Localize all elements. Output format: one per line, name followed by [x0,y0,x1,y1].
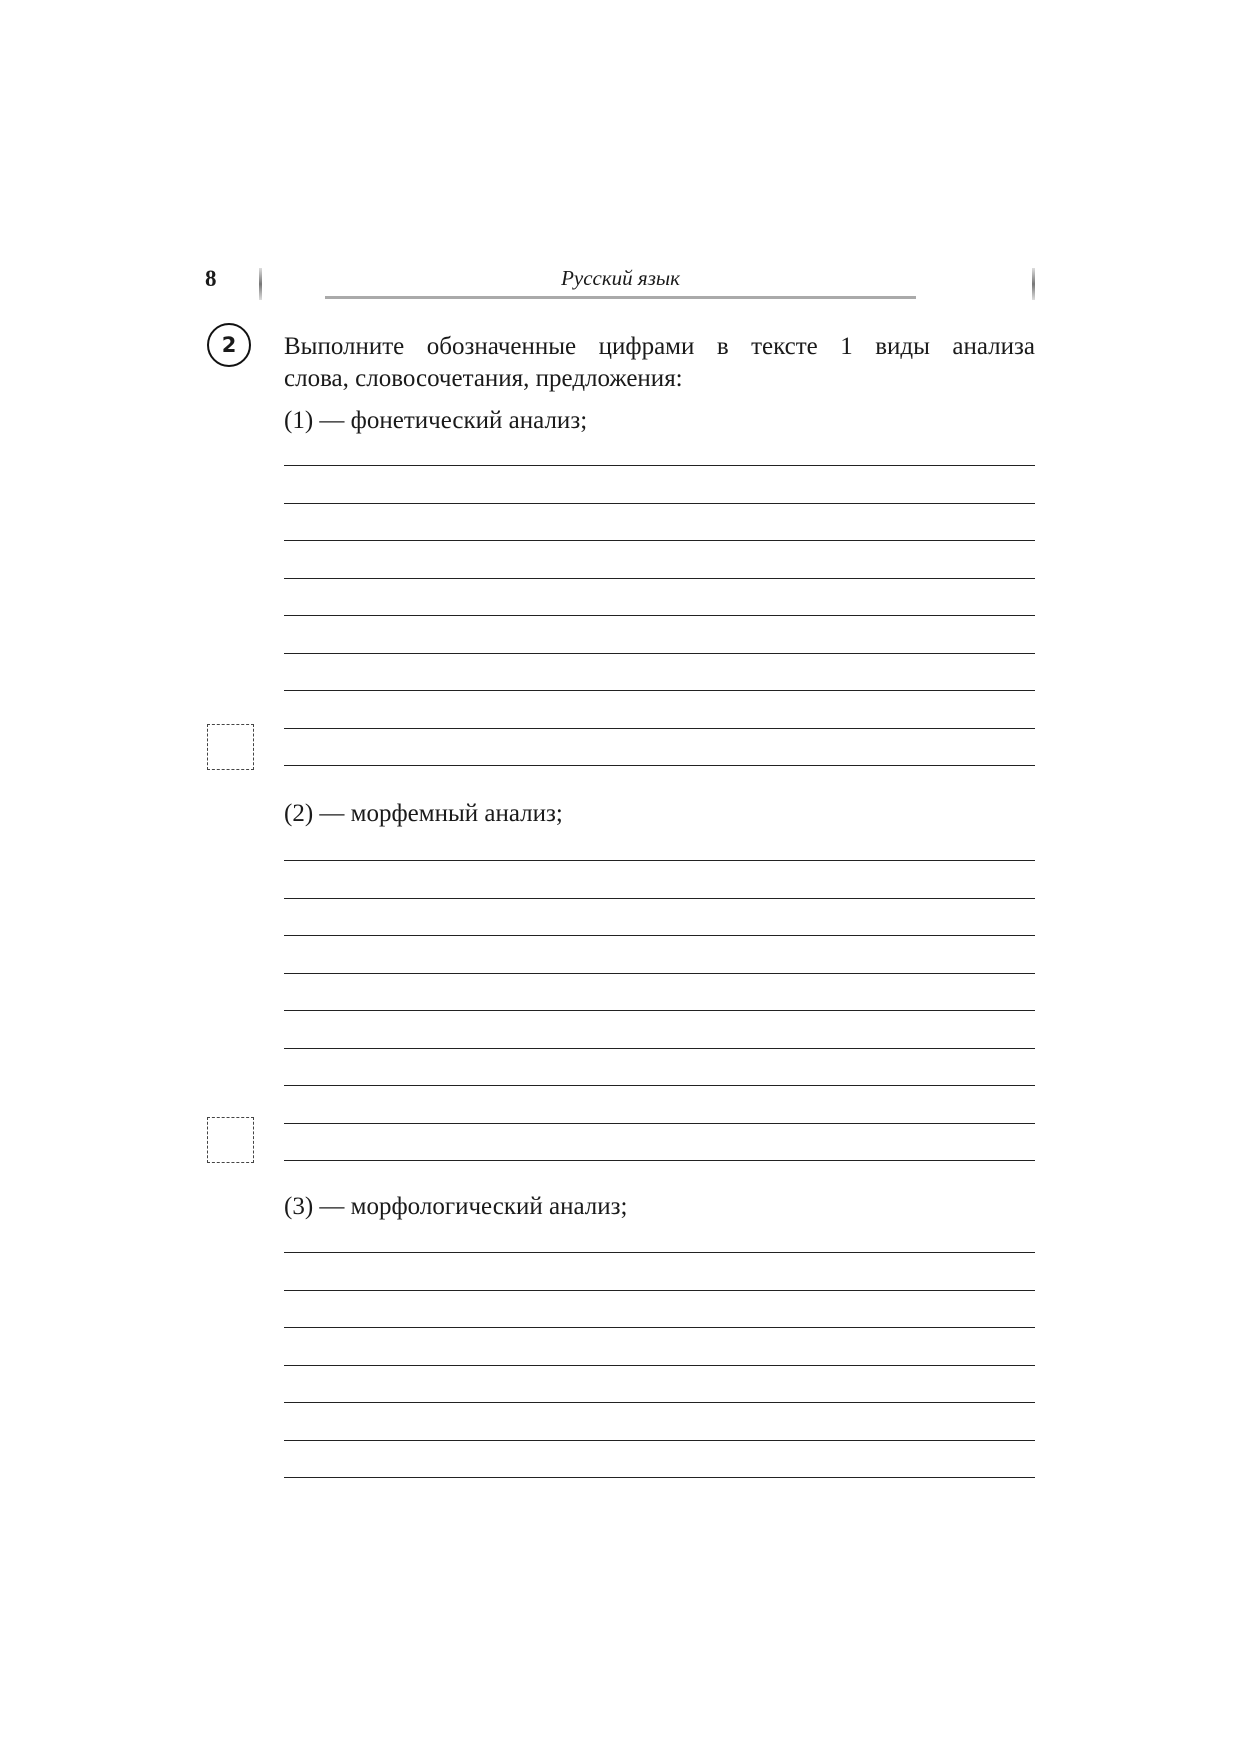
task-instruction-line2: слова, словосочетания, предложения: [284,365,683,392]
answer-line[interactable] [284,690,1035,691]
answer-line[interactable] [284,1290,1035,1291]
answer-line[interactable] [284,765,1035,766]
answer-line[interactable] [284,465,1035,466]
answer-line[interactable] [284,1327,1035,1328]
answer-line[interactable] [284,503,1035,504]
answer-line[interactable] [284,1085,1035,1086]
answer-line[interactable] [284,1477,1035,1478]
answer-line[interactable] [284,1402,1035,1403]
running-title: Русский язык [561,266,680,290]
answer-line[interactable] [284,653,1035,654]
answer-line[interactable] [284,615,1035,616]
header-left-bar [259,268,262,300]
page-number: 8 [205,266,217,291]
answer-line[interactable] [284,728,1035,729]
task-instruction-line1: Выполните обозначенные цифрами в тексте 1 виды анализа [284,333,1035,360]
section-label-morphological: (3) — морфологический анализ; [284,1193,628,1220]
answer-line[interactable] [284,1252,1035,1253]
score-box-1[interactable] [207,724,254,770]
answer-line[interactable] [284,1440,1035,1441]
answer-line[interactable] [284,1123,1035,1124]
task-number-badge: 2 [207,323,251,367]
answer-line[interactable] [284,578,1035,579]
section-label-phonetic: (1) — фонетический анализ; [284,407,588,434]
answer-line[interactable] [284,973,1035,974]
answer-line[interactable] [284,1048,1035,1049]
section-label-morphemic: (2) — морфемный анализ; [284,800,563,827]
score-box-2[interactable] [207,1117,254,1163]
answer-line[interactable] [284,1365,1035,1366]
header-right-bar [1032,268,1035,300]
answer-line[interactable] [284,1160,1035,1161]
header-rule [325,296,916,299]
answer-line[interactable] [284,540,1035,541]
answer-line[interactable] [284,935,1035,936]
answer-line[interactable] [284,898,1035,899]
answer-line[interactable] [284,1010,1035,1011]
answer-line[interactable] [284,860,1035,861]
